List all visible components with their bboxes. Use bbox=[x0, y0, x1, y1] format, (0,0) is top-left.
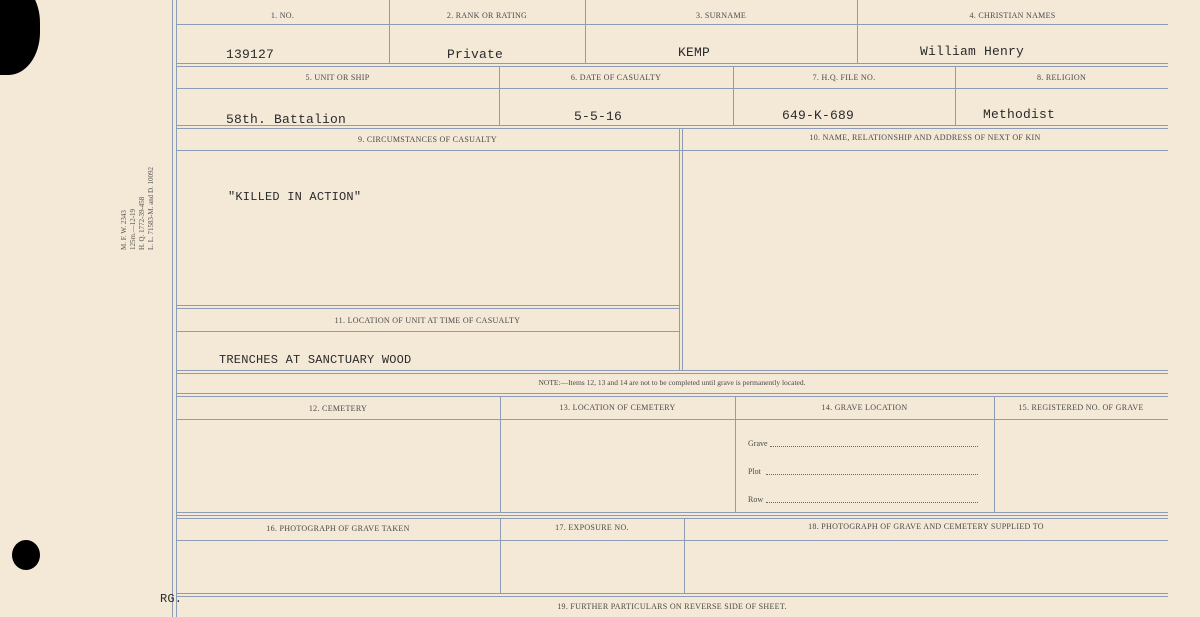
file-number-value: 649-K-689 bbox=[782, 108, 855, 123]
side-print bbox=[120, 166, 240, 250]
rule bbox=[176, 66, 1168, 67]
date-value: 5-5-16 bbox=[574, 109, 623, 124]
field-label: 5. UNIT OR SHIP bbox=[305, 73, 370, 82]
service-number: 139127 bbox=[226, 47, 275, 62]
rule bbox=[585, 0, 586, 63]
punch-hole-bottom bbox=[12, 540, 40, 570]
field-label: 11. LOCATION OF UNIT AT TIME OF CASUALTY bbox=[334, 316, 521, 325]
field-label: 4. CHRISTIAN NAMES bbox=[969, 11, 1056, 20]
religion-value: Methodist bbox=[983, 107, 1056, 122]
side-print-line: 125m.—12-19 bbox=[129, 208, 137, 250]
corner-mark: RG. bbox=[160, 592, 183, 606]
field-label: 7. H.Q. FILE NO. bbox=[812, 73, 876, 82]
row-dotted-line bbox=[766, 502, 978, 503]
grave-label: Grave bbox=[748, 439, 768, 448]
rule bbox=[176, 596, 1168, 597]
rule bbox=[176, 593, 1168, 594]
field-label: 19. FURTHER PARTICULARS ON REVERSE SIDE OF SHEET. bbox=[557, 602, 787, 611]
rule bbox=[176, 24, 1168, 25]
rule bbox=[176, 88, 1168, 89]
field-label: 17. EXPOSURE NO. bbox=[555, 523, 629, 532]
plot-label: Plot bbox=[748, 467, 761, 476]
field-label: 18. PHOTOGRAPH OF GRAVE AND CEMETERY SUPPLIED TO bbox=[808, 522, 1044, 531]
rule bbox=[176, 63, 1168, 64]
rule bbox=[176, 331, 679, 332]
rule bbox=[176, 540, 1168, 541]
rule bbox=[500, 396, 501, 512]
side-print-line: M. F. W. 2343 bbox=[120, 210, 128, 250]
rule bbox=[176, 393, 1168, 394]
field-label: 10. NAME, RELATIONSHIP AND ADDRESS OF NEXT OF KIN bbox=[809, 133, 1041, 142]
field-label: 2. RANK OR RATING bbox=[446, 11, 528, 20]
field-label: 6. DATE OF CASUALTY bbox=[570, 73, 662, 82]
field-label: 15. REGISTERED NO. OF GRAVE bbox=[1018, 403, 1144, 412]
rule bbox=[176, 150, 1168, 151]
field-label: 12. CEMETERY bbox=[308, 404, 368, 413]
side-print-line: H. Q. 1772-39-458 bbox=[138, 196, 146, 250]
side-print-line: L. L. 71583-M. and D. 10092 bbox=[147, 166, 155, 250]
plot-dotted-line bbox=[766, 474, 978, 475]
unit-value: 58th. Battalion bbox=[226, 112, 347, 127]
rule bbox=[176, 370, 1168, 371]
field-label: 1. NO. bbox=[270, 11, 295, 20]
rule bbox=[176, 512, 1168, 513]
field-label: 16. PHOTOGRAPH OF GRAVE TAKEN bbox=[266, 524, 410, 533]
rule bbox=[176, 419, 1168, 420]
rule bbox=[176, 515, 1168, 516]
circumstances-value: "KILLED IN ACTION" bbox=[228, 190, 362, 204]
rule bbox=[176, 308, 679, 309]
rule bbox=[682, 128, 683, 370]
rule bbox=[176, 518, 1168, 519]
christian-names-value: William Henry bbox=[920, 44, 1025, 59]
field-label: 13. LOCATION OF CEMETERY bbox=[559, 403, 676, 412]
rule bbox=[735, 396, 736, 512]
rule bbox=[857, 0, 858, 63]
grave-dotted-line bbox=[770, 446, 978, 447]
location-value: TRENCHES AT SANCTUARY WOOD bbox=[219, 353, 412, 367]
rank-value: Private bbox=[447, 47, 504, 62]
rule bbox=[176, 305, 679, 306]
rule bbox=[679, 128, 680, 370]
rule bbox=[176, 128, 1168, 129]
border-left bbox=[172, 0, 173, 617]
row-label: Row bbox=[748, 495, 764, 504]
rule bbox=[389, 0, 390, 63]
rule bbox=[176, 373, 1168, 374]
punch-hole-top bbox=[0, 0, 40, 75]
field-label: 8. RELIGION bbox=[1036, 73, 1087, 82]
surname-value: KEMP bbox=[678, 45, 711, 60]
rule bbox=[994, 396, 995, 512]
note: NOTE:—Items 12, 13 and 14 are not to be completed until grave is permanently located. bbox=[538, 378, 806, 387]
rule bbox=[176, 396, 1168, 397]
field-label: 14. GRAVE LOCATION bbox=[821, 403, 908, 412]
field-label: 3. SURNAME bbox=[695, 11, 747, 20]
field-label: 9. CIRCUMSTANCES OF CASUALTY bbox=[357, 135, 498, 144]
